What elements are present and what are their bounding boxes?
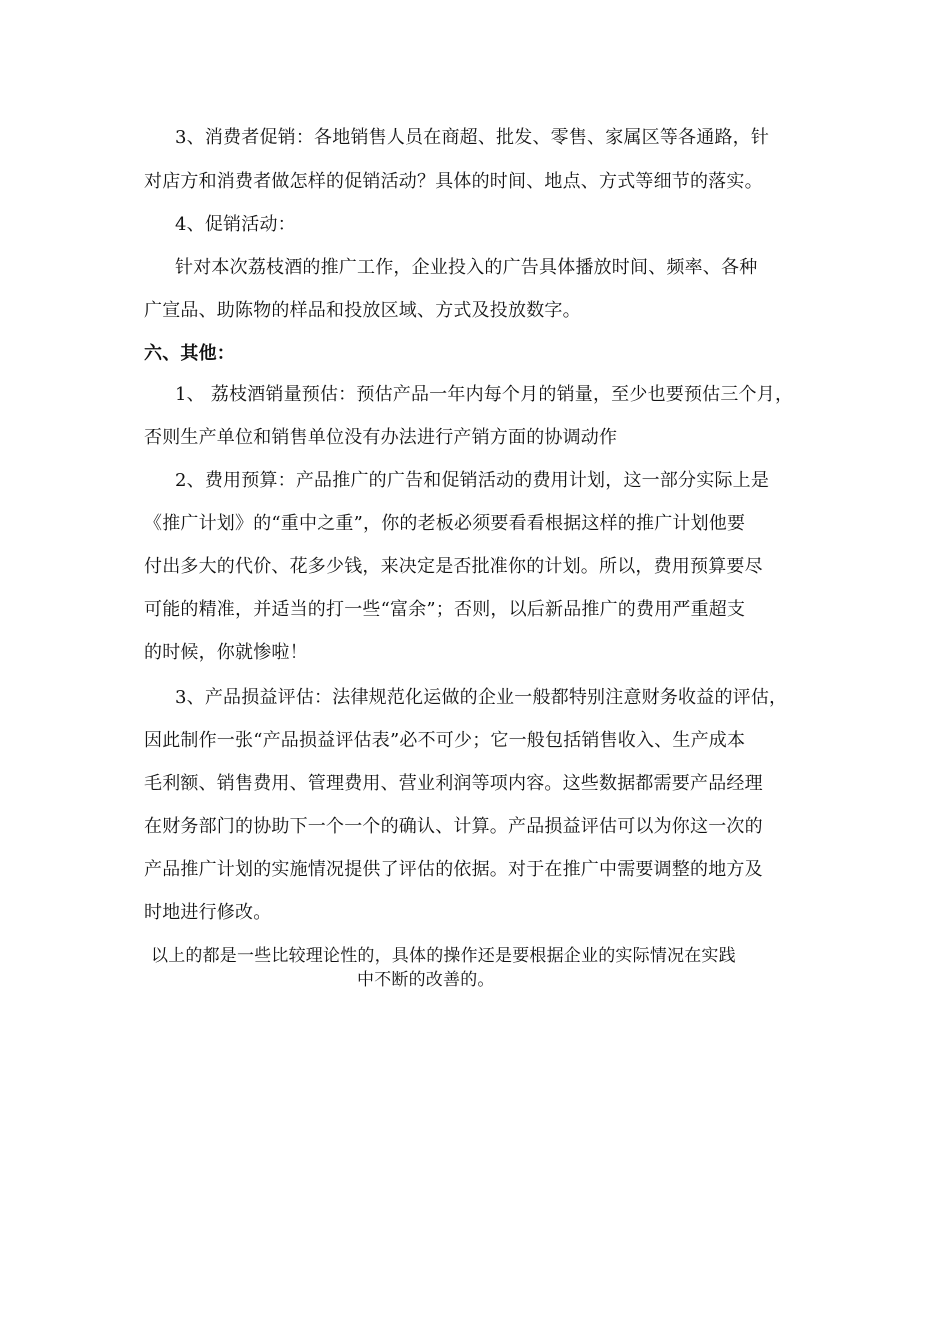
consumer-promo-line-2: 对店方和消费者做怎样的促销活动？具体的时间、地点、方式等细节的落实。 (144, 171, 763, 192)
pnl-eval-line-5: 产品推广计划的实施情况提供了评估的依据。对于在推广中需要调整的地方及 (144, 859, 763, 880)
pnl-eval-line-4: 在财务部门的协助下一个一个的确认、计算。产品损益评估可以为你这一次的 (144, 816, 763, 837)
budget-line-4: 可能的精准，并适当的打一些“富余”；否则，以后新品推广的费用严重超支 (144, 599, 746, 620)
closing-line-2: 中不断的改善的。 (357, 970, 495, 990)
closing-line-1: 以上的都是一些比较理论性的，具体的操作还是要根据企业的实际情况在实践 (151, 946, 736, 966)
pnl-eval-line-3: 毛利额、销售费用、管理费用、营业利润等项内容。这些数据都需要产品经理 (144, 773, 763, 794)
budget-line-2: 《推广计划》的“重中之重”，你的老板必须要看看根据这样的推广计划他要 (144, 513, 746, 534)
promo-activity-title: 4、促销活动： (175, 214, 296, 235)
promo-activity-line-2: 广宣品、助陈物的样品和投放区域、方式及投放数字。 (144, 300, 581, 321)
budget-line-3: 付出多大的代价、花多少钱，来决定是否批准你的计划。所以，费用预算要尽 (144, 556, 763, 577)
sales-forecast-line-1: 1、 荔枝酒销量预估：预估产品一年内每个月的销量，至少也要预估三个月， (175, 384, 794, 405)
pnl-eval-line-6: 时地进行修改。 (144, 902, 272, 923)
budget-line-1: 2、费用预算：产品推广的广告和促销活动的费用计划，这一部分实际上是 (175, 470, 770, 491)
pnl-eval-line-2: 因此制作一张“产品损益评估表”必不可少；它一般包括销售收入、生产成本 (144, 730, 746, 751)
consumer-promo-line-1: 3、消费者促销：各地销售人员在商超、批发、零售、家属区等各通路，针 (175, 127, 770, 148)
budget-line-5: 的时候，你就惨啦！ (144, 642, 308, 663)
section-heading-other: 六、其他： (144, 343, 235, 364)
promo-activity-line-1: 针对本次荔枝酒的推广工作，企业投入的广告具体播放时间、频率、各种 (175, 257, 758, 278)
sales-forecast-line-2: 否则生产单位和销售单位没有办法进行产销方面的协调动作 (144, 427, 618, 448)
pnl-eval-line-1: 3、产品损益评估：法律规范化运做的企业一般都特别注意财务收益的评估， (175, 687, 788, 708)
